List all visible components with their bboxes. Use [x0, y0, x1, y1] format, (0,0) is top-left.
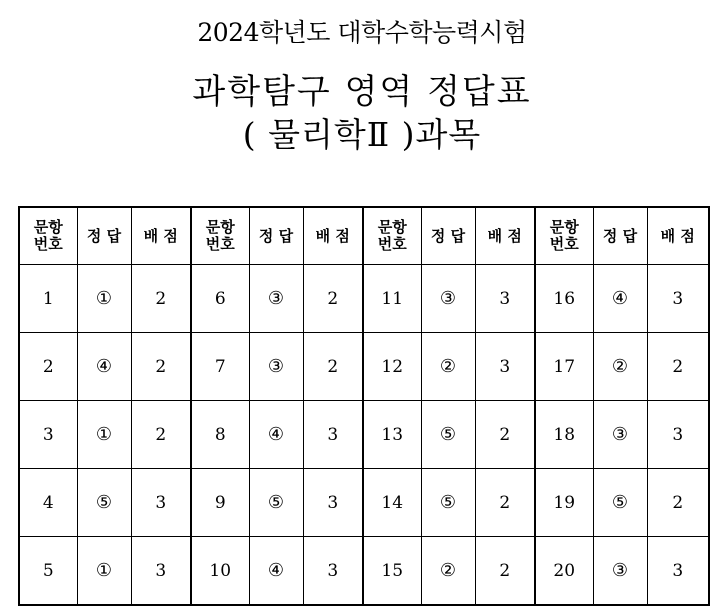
question-number-cell: 13 — [363, 401, 421, 469]
question-number-cell: 16 — [535, 265, 593, 333]
score-cell: 2 — [303, 333, 363, 401]
header-question-number — [535, 207, 593, 265]
header-question-number-label: 문항 번호 — [377, 218, 407, 253]
answer-table — [18, 206, 710, 606]
header-answer: 정 답 — [77, 207, 131, 265]
question-number-cell: 18 — [535, 401, 593, 469]
question-number-cell: 3 — [19, 401, 77, 469]
answer-cell: ③ — [593, 537, 647, 606]
header-question-number — [19, 207, 77, 265]
score-cell: 2 — [131, 265, 191, 333]
answer-cell: ⑤ — [421, 469, 475, 537]
answer-cell: ② — [421, 333, 475, 401]
answer-cell: ④ — [593, 265, 647, 333]
score-cell: 3 — [131, 469, 191, 537]
score-cell: 2 — [647, 469, 709, 537]
score-cell: 3 — [131, 537, 191, 606]
table-row — [19, 537, 709, 606]
answer-cell: ② — [421, 537, 475, 606]
question-number-cell: 1 — [19, 265, 77, 333]
header-answer: 정 답 — [593, 207, 647, 265]
answer-cell: ⑤ — [249, 469, 303, 537]
score-cell: 2 — [475, 469, 535, 537]
answer-cell: ⑤ — [421, 401, 475, 469]
header-score: 배 점 — [647, 207, 709, 265]
answer-cell: ① — [77, 537, 131, 606]
score-cell: 3 — [647, 401, 709, 469]
score-cell: 3 — [303, 401, 363, 469]
answer-cell: ④ — [77, 333, 131, 401]
question-number-cell: 10 — [191, 537, 249, 606]
header-answer: 정 답 — [421, 207, 475, 265]
question-number-cell: 11 — [363, 265, 421, 333]
table-header-row — [19, 207, 709, 265]
answer-cell: ① — [77, 401, 131, 469]
header-question-number — [191, 207, 249, 265]
score-cell: 2 — [647, 333, 709, 401]
answer-cell: ③ — [421, 265, 475, 333]
question-number-cell: 8 — [191, 401, 249, 469]
question-number-cell: 4 — [19, 469, 77, 537]
header-score: 배 점 — [131, 207, 191, 265]
header-answer: 정 답 — [249, 207, 303, 265]
score-cell: 3 — [303, 537, 363, 606]
score-cell: 3 — [647, 537, 709, 606]
answer-cell: ④ — [249, 537, 303, 606]
score-cell: 3 — [647, 265, 709, 333]
table-row — [19, 401, 709, 469]
answer-cell: ③ — [593, 401, 647, 469]
header-question-number-label: 문항 번호 — [549, 218, 579, 253]
question-number-cell: 19 — [535, 469, 593, 537]
answer-cell: ⑤ — [593, 469, 647, 537]
header-question-number-label: 문항 번호 — [33, 218, 63, 253]
score-cell: 3 — [475, 333, 535, 401]
question-number-cell: 9 — [191, 469, 249, 537]
answer-cell: ③ — [249, 265, 303, 333]
table-row — [19, 265, 709, 333]
question-number-cell: 15 — [363, 537, 421, 606]
score-cell: 2 — [475, 401, 535, 469]
table-row — [19, 333, 709, 401]
header-score: 배 점 — [475, 207, 535, 265]
answer-cell: ④ — [249, 401, 303, 469]
question-number-cell: 6 — [191, 265, 249, 333]
question-number-cell: 12 — [363, 333, 421, 401]
sheet-title: 과학탐구 영역 정답표 — [192, 72, 532, 112]
score-cell: 3 — [303, 469, 363, 537]
question-number-cell: 2 — [19, 333, 77, 401]
subject-title: ( 물리학Ⅱ )과목 — [242, 115, 482, 154]
answer-cell: ③ — [249, 333, 303, 401]
question-number-cell: 5 — [19, 537, 77, 606]
answer-cell: ① — [77, 265, 131, 333]
header-score: 배 점 — [303, 207, 363, 265]
question-number-cell: 20 — [535, 537, 593, 606]
score-cell: 2 — [131, 333, 191, 401]
score-cell: 3 — [475, 265, 535, 333]
exam-title: 2024학년도 대학수학능력시험 — [197, 18, 527, 47]
answer-cell: ⑤ — [77, 469, 131, 537]
question-number-cell: 17 — [535, 333, 593, 401]
question-number-cell: 7 — [191, 333, 249, 401]
header-question-number-label: 문항 번호 — [205, 218, 235, 253]
header-question-number — [363, 207, 421, 265]
score-cell: 2 — [303, 265, 363, 333]
score-cell: 2 — [475, 537, 535, 606]
score-cell: 2 — [131, 401, 191, 469]
question-number-cell: 14 — [363, 469, 421, 537]
answer-cell: ② — [593, 333, 647, 401]
table-row — [19, 469, 709, 537]
